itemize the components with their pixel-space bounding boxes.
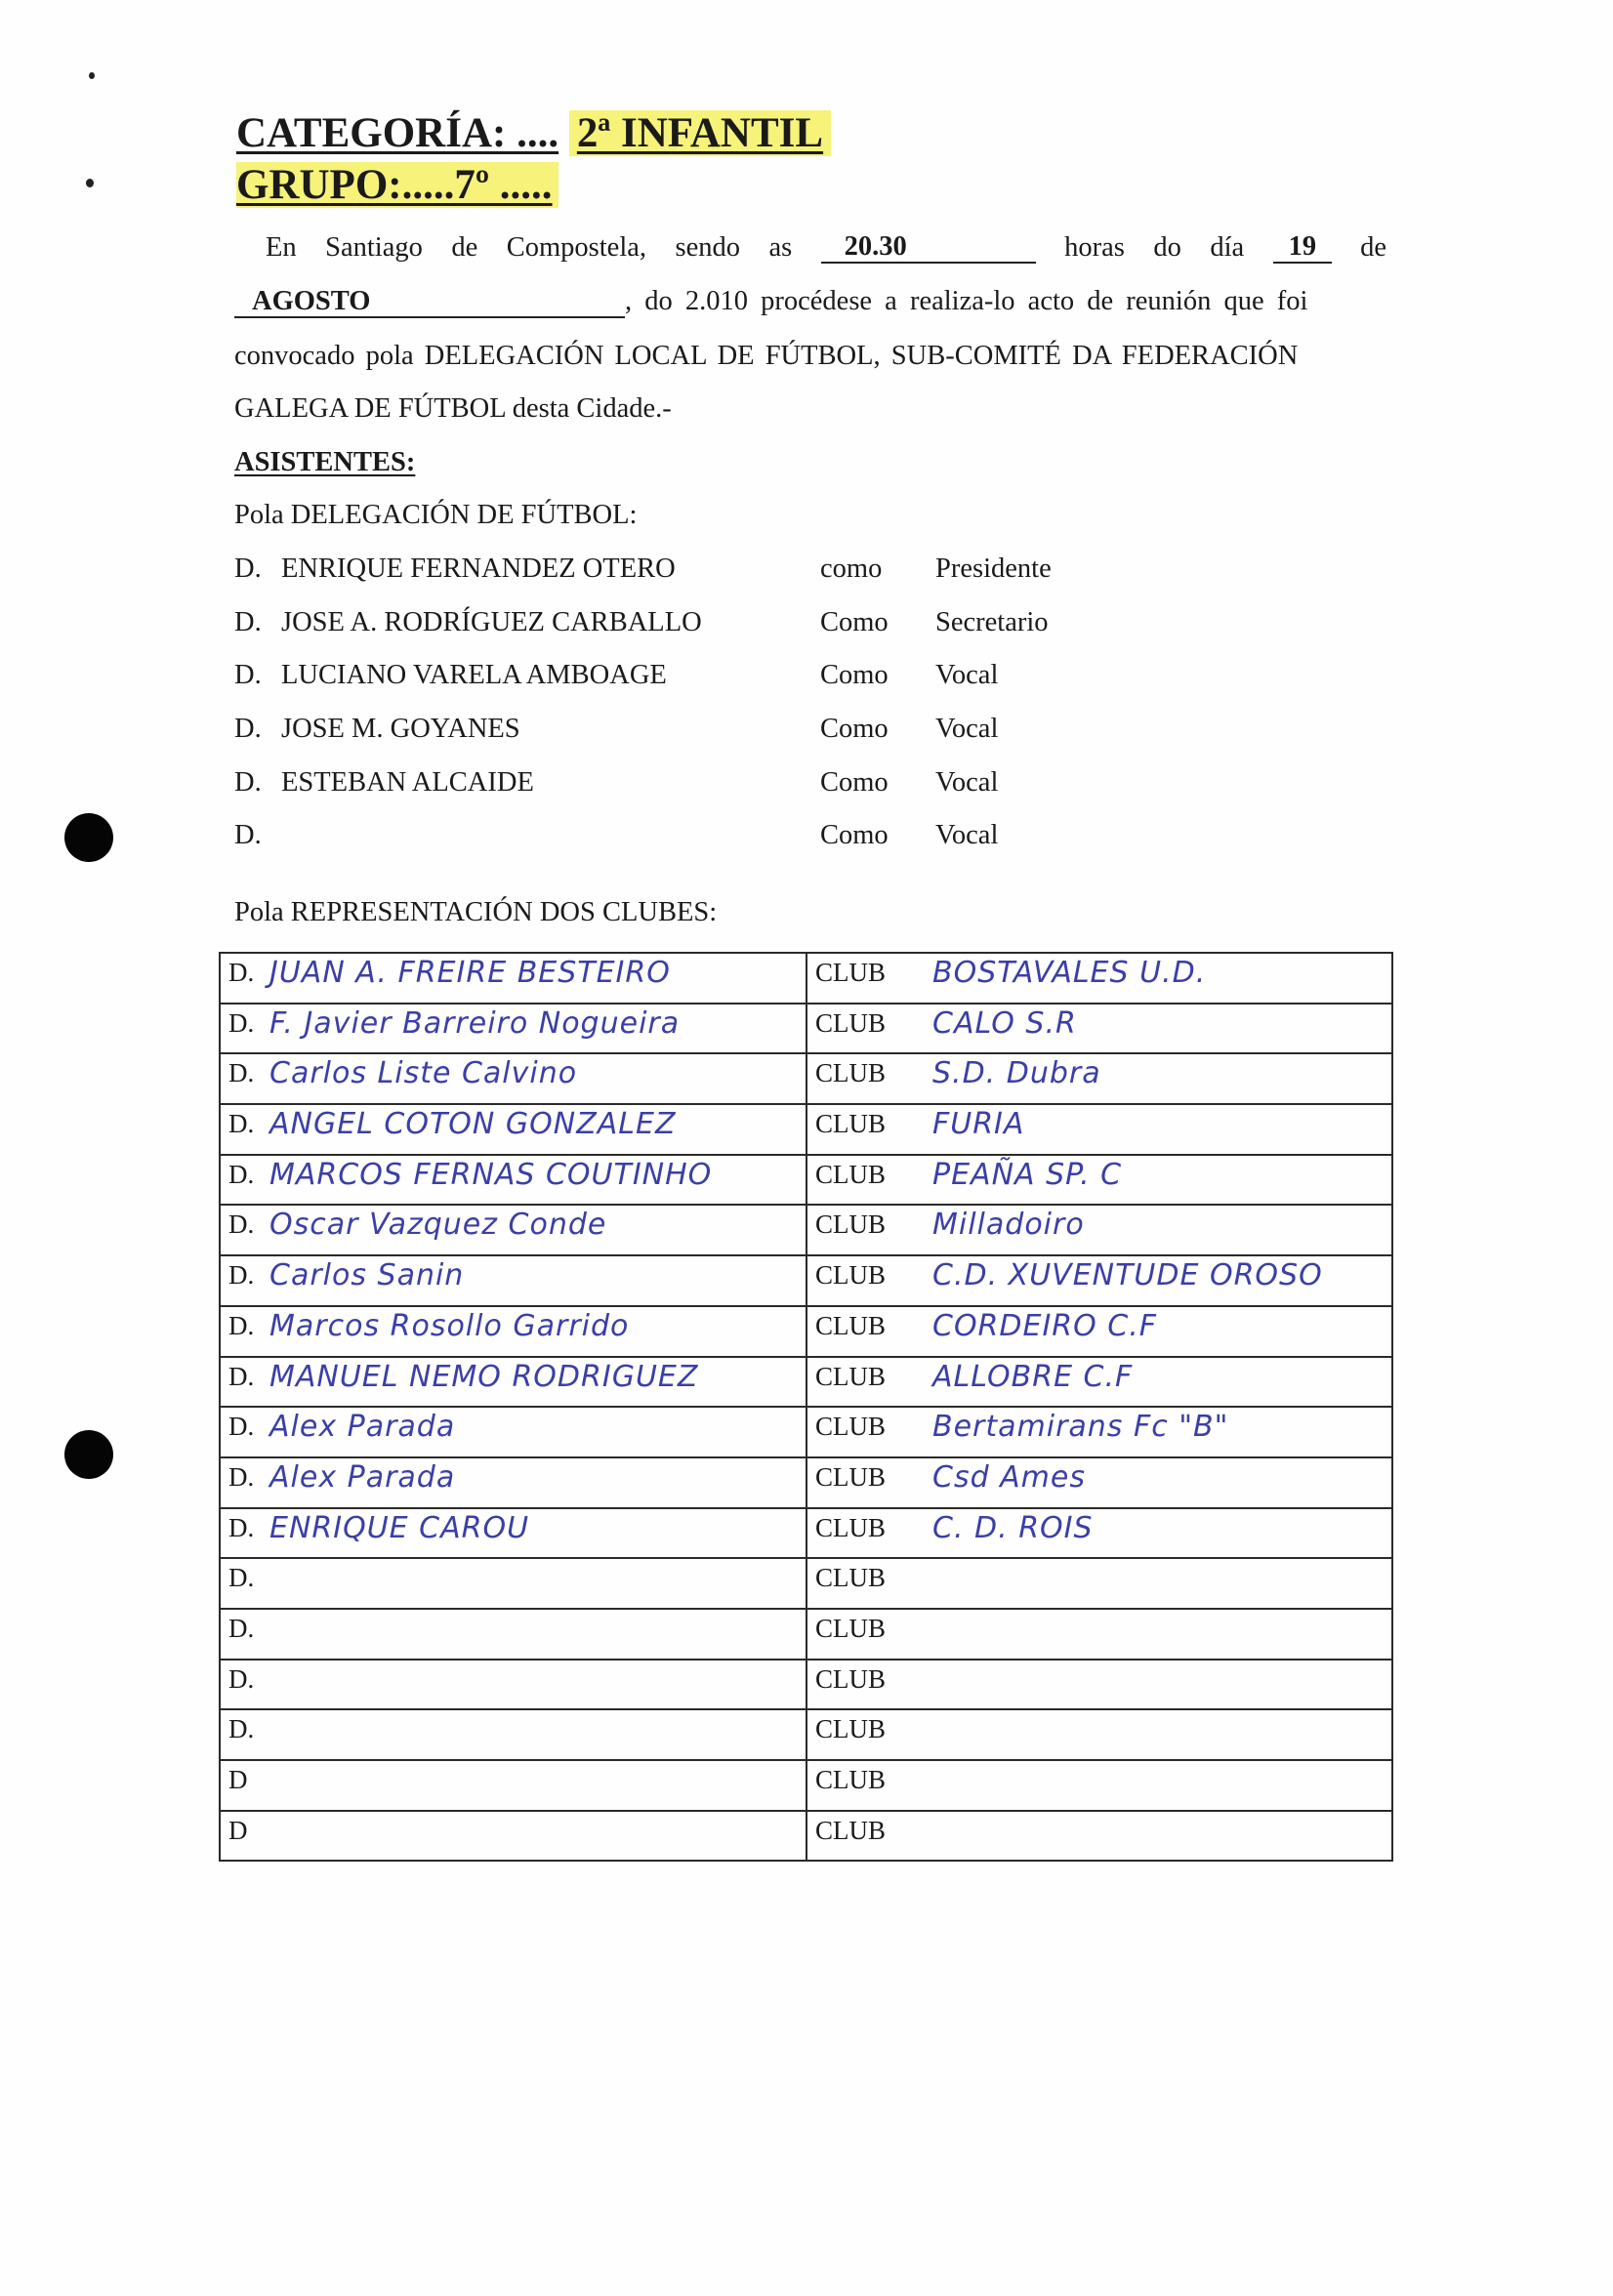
member-row (234, 660, 1386, 699)
intro-word: En (266, 232, 297, 263)
intro-line-3-text: convocado pola DELEGACIÓN LOCAL DE FÚTBOL, SUB-COMITÉ DA FEDERACIÓN (234, 341, 1299, 371)
club-name-handwritten: S.D. Dubra (932, 1056, 1101, 1091)
club-person-cell (220, 953, 806, 1004)
club-person-signature: Carlos Sanin (269, 1258, 465, 1293)
club-person-signature: Alex Parada (269, 1459, 456, 1495)
club-person-cell (220, 1709, 806, 1760)
member-como: Como (820, 767, 889, 798)
club-row (220, 1104, 1392, 1155)
club-name-cell (806, 1104, 1392, 1155)
club-person-prefix: D. (228, 1512, 255, 1542)
member-role: Vocal (935, 820, 999, 850)
club-label: CLUB (815, 958, 887, 987)
club-row (220, 1457, 1392, 1508)
club-person-signature: JUAN A. FREIRE BESTEIRO (269, 956, 671, 990)
club-label: CLUB (815, 1613, 887, 1643)
club-name-handwritten: FURIA (932, 1107, 1025, 1142)
club-name-cell (806, 1609, 1392, 1660)
club-name-handwritten: Bertamirans Fc "B" (932, 1410, 1229, 1445)
club-label: CLUB (815, 1260, 887, 1291)
club-name-cell (806, 1155, 1392, 1206)
club-name-cell (806, 1709, 1392, 1760)
club-person-signature: MARCOS FERNAS COUTINHO (269, 1157, 713, 1192)
intro-word: sendo (675, 232, 740, 263)
member-row (234, 820, 1386, 859)
intro-word: Compostela, (506, 232, 647, 263)
clubes-heading: Pola REPRESENTACIÓN DOS CLUBES: (234, 897, 718, 927)
club-row (220, 1508, 1392, 1559)
club-person-signature: Carlos Liste Calvino (269, 1056, 578, 1091)
hour-value: 20.30 (844, 231, 907, 262)
intro-word: de (451, 232, 478, 263)
day-value: 19 (1288, 231, 1317, 262)
club-label: CLUB (815, 1563, 887, 1593)
club-name-handwritten: CORDEIRO C.F (932, 1308, 1158, 1343)
club-label: CLUB (815, 1159, 887, 1189)
club-person-prefix: D. (228, 1613, 255, 1643)
asistentes-heading: ASISTENTES: (234, 447, 416, 477)
club-person-cell (220, 1407, 806, 1457)
club-name-handwritten: CALO S.R (932, 1005, 1077, 1041)
club-name-handwritten: C.D. XUVENTUDE OROSO (932, 1258, 1323, 1293)
member-role: Vocal (935, 660, 999, 690)
club-row (220, 1609, 1392, 1660)
club-name-cell (806, 1357, 1392, 1408)
punch-hole-top (64, 813, 113, 862)
member-prefix: D. (234, 554, 262, 584)
club-name-cell (806, 1811, 1392, 1862)
club-label: CLUB (815, 1714, 887, 1744)
club-name-cell (806, 1255, 1392, 1306)
club-row (220, 1709, 1392, 1760)
club-person-cell (220, 1760, 806, 1811)
club-person-cell (220, 1609, 806, 1660)
member-name: JOSE A. RODRÍGUEZ CARBALLO (281, 607, 702, 637)
club-person-cell (220, 1457, 806, 1508)
club-person-prefix: D. (228, 1461, 255, 1492)
club-label: CLUB (815, 1007, 887, 1038)
group-label: GRUPO:.....7º ..... (236, 162, 558, 208)
intro-line-2 (234, 286, 1386, 318)
club-person-cell (220, 1053, 806, 1104)
club-label: CLUB (815, 1361, 887, 1391)
intro-word: día (1210, 232, 1245, 263)
member-como: Como (820, 820, 889, 850)
club-label: CLUB (815, 1058, 887, 1088)
member-role: Vocal (935, 714, 999, 744)
club-label: CLUB (815, 1512, 887, 1542)
club-person-prefix: D (228, 1765, 248, 1794)
club-name-cell (806, 1558, 1392, 1609)
club-person-cell (220, 1155, 806, 1206)
member-prefix: D. (234, 660, 262, 690)
intro-word: do (1153, 232, 1181, 263)
club-name-cell (806, 1407, 1392, 1457)
club-label: CLUB (815, 1109, 887, 1139)
punch-hole-bottom (64, 1430, 113, 1479)
month-field (234, 287, 625, 318)
club-person-cell (220, 1104, 806, 1155)
club-person-cell (220, 1255, 806, 1306)
member-como: Como (820, 714, 889, 744)
club-person-cell (220, 1004, 806, 1054)
club-person-cell (220, 1508, 806, 1559)
category-title (236, 112, 831, 154)
club-person-signature: MANUEL NEMO RODRIGUEZ (269, 1359, 699, 1394)
club-person-signature: Oscar Vazquez Conde (269, 1208, 607, 1243)
club-name-cell (806, 1760, 1392, 1811)
club-person-prefix: D. (228, 1058, 255, 1088)
club-person-cell (220, 1357, 806, 1408)
club-name-handwritten: PEAÑA SP. C (932, 1157, 1123, 1192)
club-name-handwritten: BOSTAVALES U.D. (932, 956, 1207, 990)
club-person-prefix: D. (228, 1210, 255, 1240)
member-name: ESTEBAN ALCAIDE (281, 767, 534, 798)
club-person-cell (220, 1205, 806, 1255)
club-name-cell (806, 1660, 1392, 1710)
intro-line-2-text: , do 2.010 procédese a realiza-lo acto de reunión que foi (625, 286, 1308, 316)
club-name-handwritten: ALLOBRE C.F (932, 1359, 1134, 1394)
club-person-signature: ENRIQUE CAROU (269, 1510, 530, 1545)
club-label: CLUB (815, 1815, 887, 1845)
club-row (220, 1407, 1392, 1457)
club-label: CLUB (815, 1210, 887, 1240)
member-name: JOSE M. GOYANES (281, 714, 520, 744)
club-row (220, 1811, 1392, 1862)
intro-word: as (768, 232, 793, 263)
club-person-signature: F. Javier Barreiro Nogueira (269, 1005, 681, 1041)
club-person-cell (220, 1558, 806, 1609)
club-person-prefix: D. (228, 958, 255, 987)
club-row (220, 1155, 1392, 1206)
category-label: CATEGORÍA: .... (236, 110, 559, 156)
club-person-prefix: D. (228, 1361, 255, 1391)
club-name-cell (806, 953, 1392, 1004)
club-name-handwritten: Milladoiro (932, 1208, 1085, 1243)
club-name-cell (806, 1053, 1392, 1104)
club-person-prefix: D. (228, 1260, 255, 1291)
member-name: ENRIQUE FERNANDEZ OTERO (281, 554, 676, 584)
club-row (220, 1053, 1392, 1104)
club-person-signature: ANGEL COTON GONZALEZ (269, 1107, 677, 1142)
club-label: CLUB (815, 1412, 887, 1442)
club-label: CLUB (815, 1765, 887, 1794)
delegacion-heading: Pola DELEGACIÓN DE FÚTBOL: (234, 500, 638, 530)
member-role: Vocal (935, 767, 999, 798)
club-person-prefix: D. (228, 1109, 255, 1139)
club-person-prefix: D. (228, 1159, 255, 1189)
club-person-signature: Alex Parada (269, 1410, 456, 1445)
intro-line-4 (234, 393, 1386, 425)
category-value: 2ª INFANTIL (569, 110, 831, 156)
club-person-cell (220, 1811, 806, 1862)
club-name-cell (806, 1205, 1392, 1255)
club-row (220, 1205, 1392, 1255)
club-person-prefix: D. (228, 1007, 255, 1038)
club-name-cell (806, 1306, 1392, 1357)
member-prefix: D. (234, 767, 262, 798)
club-person-cell (220, 1660, 806, 1710)
club-name-cell (806, 1004, 1392, 1054)
club-person-prefix: D. (228, 1310, 255, 1340)
member-como: Como (820, 660, 889, 690)
intro-line-1 (266, 232, 1386, 264)
speck-mark (86, 179, 94, 187)
member-como: Como (820, 607, 889, 637)
member-prefix: D. (234, 607, 262, 637)
speck-mark (89, 72, 95, 79)
group-title (236, 164, 558, 206)
club-row (220, 1357, 1392, 1408)
member-prefix: D. (234, 820, 262, 850)
club-row (220, 1558, 1392, 1609)
intro-line-4-text: GALEGA DE FÚTBOL desta Cidade.- (234, 393, 672, 424)
club-row (220, 1004, 1392, 1054)
member-name: LUCIANO VARELA AMBOAGE (281, 660, 667, 690)
member-prefix: D. (234, 714, 262, 744)
club-label: CLUB (815, 1461, 887, 1492)
club-row (220, 1255, 1392, 1306)
intro-word: de (1360, 232, 1386, 263)
club-row (220, 1306, 1392, 1357)
club-row (220, 1760, 1392, 1811)
member-row (234, 607, 1386, 646)
member-como: como (820, 554, 883, 584)
clubs-table (219, 952, 1393, 1862)
club-name-handwritten: C. D. ROIS (932, 1510, 1094, 1545)
intro-line-3 (234, 341, 1386, 372)
member-role: Presidente (935, 554, 1052, 584)
member-row (234, 554, 1386, 593)
club-person-prefix: D (228, 1815, 248, 1845)
club-person-prefix: D. (228, 1714, 255, 1744)
hour-field (821, 232, 1036, 264)
intro-word: horas (1064, 232, 1125, 263)
club-person-prefix: D. (228, 1412, 255, 1442)
club-person-prefix: D. (228, 1663, 255, 1694)
club-row (220, 1660, 1392, 1710)
club-person-cell (220, 1306, 806, 1357)
club-row (220, 953, 1392, 1004)
club-name-cell (806, 1508, 1392, 1559)
member-role: Secretario (935, 607, 1049, 637)
club-person-prefix: D. (228, 1563, 255, 1593)
intro-word: Santiago (325, 232, 423, 263)
month-value: AGOSTO (252, 286, 371, 316)
member-row (234, 714, 1386, 753)
club-name-cell (806, 1457, 1392, 1508)
club-label: CLUB (815, 1310, 887, 1340)
club-name-handwritten: Csd Ames (932, 1459, 1086, 1495)
day-field (1273, 232, 1332, 264)
member-row (234, 767, 1386, 806)
club-person-signature: Marcos Rosollo Garrido (269, 1308, 630, 1343)
club-label: CLUB (815, 1663, 887, 1694)
